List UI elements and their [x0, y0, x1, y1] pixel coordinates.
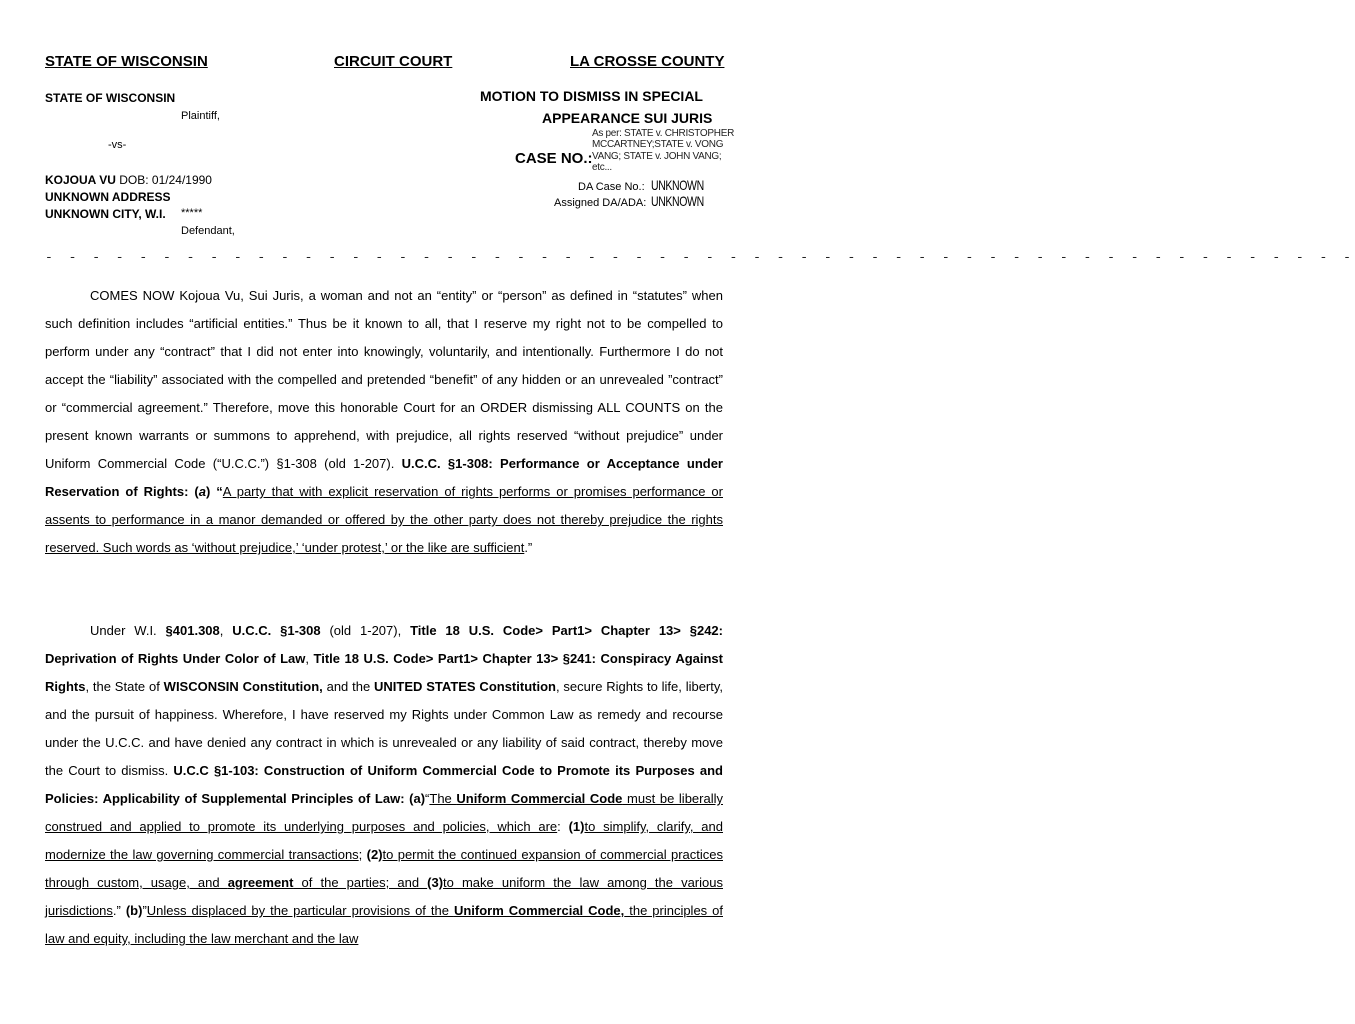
p1-text: COMES NOW Kojoua Vu, Sui Juris, a woman and not an “entity” or “person” as defined in “statutes” when such definition includes “artificial entities.” Thus be it known to all, that I reserve my right not to be compelled to perform under any “contract” that I did not enter into knowingly, voluntarily, and intentionally. Furthermore I do not accept the “liability” associated with the compelled and pretended “benefit” of any hidden or an unrevealed ”contract” or “commercial agreement.” Therefore, move this honorable Court for an ORDER dismissing ALL COUNTS on the present known warrants or summons to apprehend, with prejudice, all rights reserved “without prejudice” under Uniform Commercial Code (“U.C.C.”) §1-308 (old 1-207).: [45, 288, 723, 471]
p2-item-3: (3): [427, 875, 444, 890]
p2-semicolon: ;: [358, 847, 367, 862]
defendant-name: KOJOUA VU: [45, 173, 116, 187]
p2-wi-constitution: WISCONSIN Constitution,: [163, 679, 323, 694]
p2-item-2-end: of the parties; and: [293, 875, 428, 890]
p2-colon: :: [557, 819, 569, 834]
defendant-line: [45, 173, 212, 187]
stars: *****: [181, 207, 203, 219]
address-line-2: UNKNOWN CITY, W.I.: [45, 207, 166, 221]
p2-open-quote-2: ”: [142, 903, 147, 918]
p2-text-6: and the: [322, 679, 375, 694]
p2-text-2: ,: [219, 623, 233, 638]
p1-ucc-heading: U.C.C. §1-308: Performance or Acceptance under Reservation of Rights: (: [45, 456, 723, 499]
p2-text-4: ,: [305, 651, 314, 666]
p2-item-2: (2): [366, 847, 383, 862]
p2-title18-241: Title 18 U.S. Code> Part1> Chapter 13> §241: Conspiracy Against Rights: [45, 651, 723, 694]
address-line-1: UNKNOWN ADDRESS: [45, 190, 171, 204]
assigned-label: Assigned DA/ADA:: [554, 197, 647, 209]
p1-subsection-close: ) “: [205, 484, 223, 499]
p2-the: The: [429, 791, 457, 806]
p2-close-quote: .”: [112, 903, 126, 918]
da-case-label: DA Case No.:: [578, 181, 645, 193]
defendant-label: Defendant,: [181, 225, 235, 237]
p2-wi-statute: §401.308: [165, 623, 220, 638]
case-note-2: MCCARTNEY;STATE v. VONG: [592, 139, 724, 150]
motion-title-line-2: APPEARANCE SUI JURIS: [542, 110, 713, 126]
assigned-value: UNKNOWN: [651, 193, 704, 209]
p2-text-1: Under W.I.: [90, 623, 166, 638]
p2-text-5: , the State of: [85, 679, 164, 694]
p2-us-constitution: UNITED STATES Constitution: [374, 679, 556, 694]
state-heading: STATE OF WISCONSIN: [45, 53, 208, 70]
motion-title-line-1: MOTION TO DISMISS IN SPECIAL: [480, 88, 703, 104]
p2-agreement: agreement: [227, 875, 294, 890]
p2-title18-242: Title 18 U.S. Code> Part1> Chapter 13> §242: Deprivation of Rights Under Color of Law: [45, 623, 723, 666]
p1-quote: A party that with explicit reservation of rights performs or promises performance or assents to performance in a manor demanded or offered by the other party does not thereby prejudice the rights reserved. Such words as ‘without prejudice,’ ‘under protest,’ or the like are sufficient: [45, 484, 723, 555]
p2-ucc-name: Uniform Commercial Code: [456, 791, 623, 806]
p2-quote-b-end: the principles of law and equity, including the law merchant and the law: [45, 903, 723, 946]
p2-quote-1: must be liberally construed and applied to promote its underlying purposes and policies, which are: [45, 791, 723, 834]
p2-item-1-text: to simplify, clarify, and modernize the law governing commercial transactions: [45, 819, 723, 862]
case-note-1: As per: STATE v. CHRISTOPHER: [592, 128, 734, 139]
defendant-dob: DOB: 01/24/1990: [119, 173, 212, 187]
p2-sub-b: (b): [125, 903, 143, 918]
p2-ucc-103-heading: U.C.C §1-103: Construction of Uniform Commercial Code to Promote its Purposes and Policies: Applicability of Supplemental Principles of Law: (a): [45, 763, 723, 806]
p2-text-7: , secure Rights to life, liberty, and the pursuit of happiness. Wherefore, I have reserved my Rights under Common Law as remedy and recourse under the U.C.C. and have denied any contract in which is unrevealed or any liability of said contract, thereby move the Court to dismiss.: [45, 679, 724, 778]
case-note-3: VANG; STATE v. JOHN VANG;: [592, 151, 722, 162]
case-note-4: etc...: [592, 162, 612, 173]
p1-end: .”: [524, 540, 533, 555]
p2-item-1: (1): [568, 819, 585, 834]
p2-quote-b: Unless displaced by the particular provisions of the: [146, 903, 454, 918]
divider: - - - - - - - - - - - - - - - - - - - - - - - - - - - - - - - - - - - - - - - - - - - - - - - - - - - - - - - -: [45, 250, 1355, 265]
versus-label: -vs-: [108, 139, 127, 151]
p2-ucc-ref: U.C.C. §1-308: [232, 623, 321, 638]
p2-ucc-name-2: Uniform Commercial Code,: [453, 903, 625, 918]
plaintiff-name: STATE OF WISCONSIN: [45, 91, 176, 105]
case-number-label: CASE NO.:: [515, 150, 593, 167]
p2-item-2-text: to permit the continued expansion of commercial practices through custom, usage, and: [45, 847, 723, 890]
p1-subsection: a: [198, 484, 206, 499]
plaintiff-label: Plaintiff,: [181, 110, 220, 122]
court-heading: CIRCUIT COURT: [334, 53, 453, 70]
paragraph-2: [45, 617, 723, 953]
paragraph-1: [45, 282, 723, 562]
county-heading: LA CROSSE COUNTY: [570, 53, 725, 70]
da-case-value: UNKNOWN: [651, 177, 704, 193]
p2-text-3: (old 1-207),: [320, 623, 411, 638]
p2-open-quote: “: [425, 791, 430, 806]
p2-item-3-text: to make uniform the law among the various jurisdictions: [45, 875, 723, 918]
